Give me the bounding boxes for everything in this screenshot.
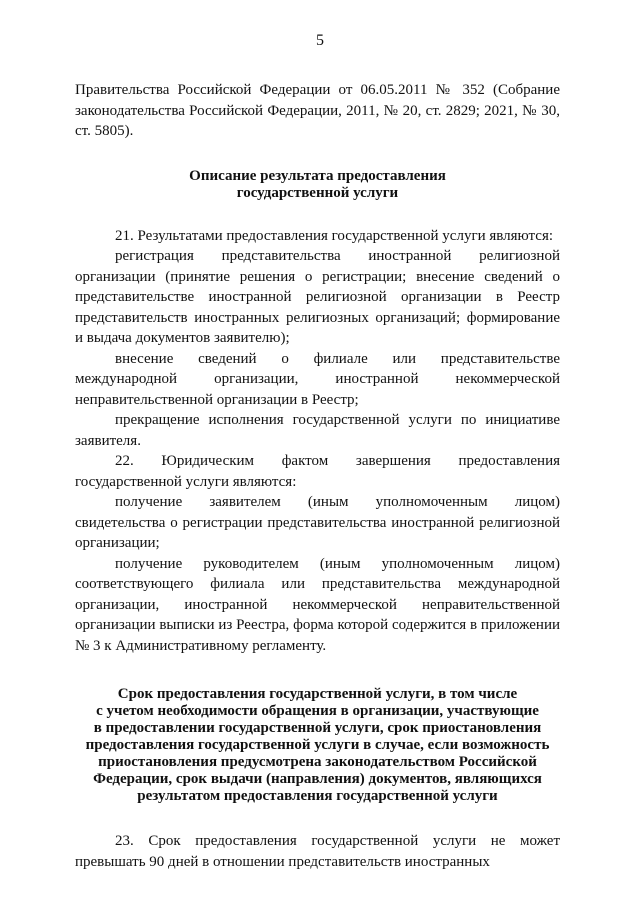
paragraph-21-item-registration: регистрация представительства иностранной религиозной организации (принятие решения о регистрации; внесение сведений о представительстве иностранной религиозной организации в Реестр представительств иностранных религиозных организаций; формирование и выдача документов заявителю); — [75, 248, 560, 346]
paragraph-22-item-extract: получение руководителем (иным уполномоченным лицом) соответствующего филиала или представительства международной организации, иностранной некоммерческой неправительственной организации выписки из Реестра, форма которой содержится в приложении № 3 к Административному регламенту. — [75, 555, 560, 654]
heading-line: предоставления государственной услуги в случае, если возможность — [85, 737, 550, 753]
paragraph-21-item-branch: внесение сведений о филиале или представительстве международной организации, иностранной некоммерческой неправительственной организации в Реестр; — [75, 350, 560, 408]
paragraph-21-item-termination: прекращение исполнения государственной услуги по инициативе заявителя. — [75, 412, 560, 449]
heading-line: с учетом необходимости обращения в организации, участвующие — [96, 703, 539, 719]
paragraph-22-intro: 22. Юридическим фактом завершения предоставления государственной услуги являются: — [75, 453, 560, 490]
heading-line: приостановления предусмотрена законодательством Российской — [98, 754, 537, 770]
paragraph-21-intro: 21. Результатами предоставления государственной услуги являются: — [115, 227, 554, 244]
paragraph-continuation: Правительства Российской Федерации от 06.05.2011 № 352 (Собрание законодательства Российской Федерации, 2011, № 20, ст. 2829; 2021, № 30, ст. 5805). — [75, 82, 560, 139]
document-body — [75, 80, 560, 872]
heading-line: Описание результата предоставления — [189, 167, 446, 184]
page-number: 5 — [316, 32, 324, 49]
heading-line: Срок предоставления государственной услуги, в том числе — [117, 686, 518, 702]
section-heading-term — [75, 686, 560, 805]
heading-line: в предоставлении государственной услуги, срок приостановления — [93, 720, 542, 736]
paragraph-22-item-certificate: получение заявителем (иным уполномоченным лицом) свидетельства о регистрации представительства иностранной религиозной организации; — [75, 494, 560, 551]
paragraph-23: 23. Срок предоставления государственной услуги не может превышать 90 дней в отношении представительств иностранных — [75, 833, 560, 870]
heading-line: государственной услуги — [236, 184, 399, 201]
heading-line: результатом предоставления государственной услуги — [137, 788, 498, 804]
heading-line: Федерации, срок выдачи (направления) документов, являющихся — [93, 771, 542, 787]
section-heading-result — [75, 168, 560, 202]
